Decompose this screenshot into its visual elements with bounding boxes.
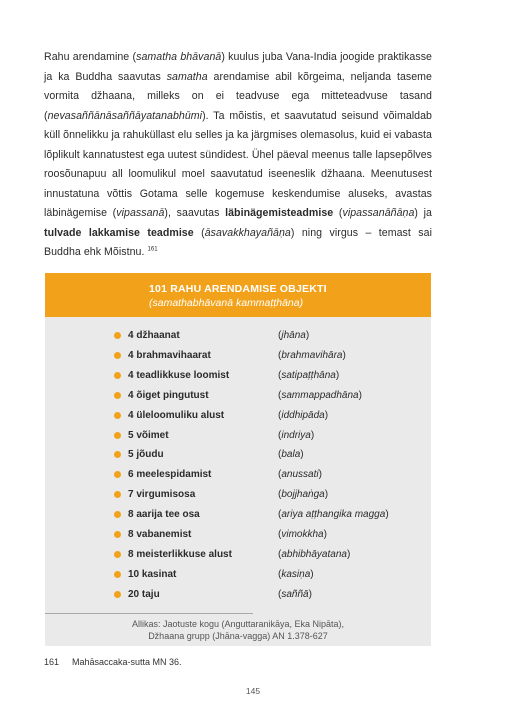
- pali-term: indriya: [281, 429, 311, 441]
- paren-open: (: [278, 330, 282, 341]
- list-item: [114, 568, 424, 582]
- paren-close: ): [310, 429, 315, 441]
- item-name: 4 teadlikkuse loomist: [128, 369, 230, 381]
- text-italic: samatha bhāvanā: [136, 51, 222, 63]
- text-italic: samatha: [166, 70, 208, 83]
- source-divider: [45, 613, 253, 614]
- item-pali: [278, 568, 314, 582]
- item-name: 8 aarija tee osa: [128, 509, 200, 521]
- paren-close: ): [323, 529, 327, 540]
- paren-open: (: [278, 389, 282, 401]
- item-name: 10 kasinat: [128, 568, 177, 580]
- footnote: [44, 657, 182, 667]
- pali-term: brahmavihāra: [281, 349, 343, 361]
- text-italic: nevasaññānāsaññāyatanabhūmi: [47, 109, 203, 122]
- pali-term: sammappadhāna: [281, 389, 359, 401]
- pali-term: satipaṭṭhāna: [281, 369, 336, 381]
- bullet-dot-icon: [114, 372, 121, 379]
- item-pali: [278, 448, 304, 462]
- item-name: 4 džhaanat: [128, 330, 180, 341]
- paren-open: (: [278, 409, 282, 421]
- box-header: [45, 273, 431, 317]
- item-pali: [278, 389, 362, 403]
- bullet-dot-icon: [114, 511, 121, 518]
- paren-open: (: [278, 548, 282, 560]
- pali-term: anussati: [281, 469, 319, 481]
- paren-close: ): [358, 389, 362, 401]
- list-item: [114, 329, 424, 343]
- bullet-dot-icon: [114, 451, 121, 458]
- paren-close: ): [300, 449, 304, 461]
- paren-close: ): [305, 330, 310, 341]
- bullet-dot-icon: [114, 551, 121, 558]
- item-pali: [278, 429, 314, 443]
- body-paragraph: [44, 48, 432, 263]
- pali-term: bala: [281, 449, 301, 461]
- bullet-dot-icon: [114, 531, 121, 538]
- bullet-dot-icon: [114, 571, 121, 578]
- item-name: 4 brahmavihaarat: [128, 349, 211, 361]
- paren-close: ): [324, 489, 329, 501]
- pali-term: vimokkha: [281, 529, 324, 540]
- paren-close: ): [318, 469, 322, 481]
- paren-open: (: [278, 489, 282, 501]
- item-pali: [278, 548, 350, 562]
- item-pali: [278, 528, 327, 542]
- list-item: [114, 369, 424, 383]
- paren-open: (: [278, 429, 282, 441]
- list-item: [114, 429, 424, 443]
- paren-open: (: [278, 469, 282, 481]
- item-name: 6 meelespidamist: [128, 469, 212, 481]
- text-bold: tulvade lakkamise teadmise: [44, 226, 194, 239]
- item-name: 8 meisterlikkuse alust: [128, 548, 232, 560]
- pali-term: abhibhāyatana: [281, 548, 347, 560]
- item-pali: [278, 508, 389, 522]
- item-name: 4 õiget pingutust: [128, 389, 209, 401]
- paren-close: ): [335, 369, 340, 381]
- footnote-text: Mahāsaccaka-sutta MN 36.: [72, 657, 182, 667]
- text-run: ) ning virgus – temast sai Buddha ehk Mõistnu.: [44, 226, 432, 258]
- pali-term: kasiṇa: [281, 568, 311, 580]
- pali-term: bojjhaṅga: [281, 489, 325, 501]
- list-item: [114, 588, 424, 602]
- item-pali: [278, 329, 309, 343]
- text-run: ) kuulus juba Vana-India joogide praktikasse ja ka Buddha saavutas: [44, 51, 432, 83]
- text-bold: läbinägemisteadmise: [225, 207, 334, 219]
- footnote-number: 161: [44, 657, 60, 667]
- source-line-2: Džhaana grupp (Jhāna-vagga) AN 1.378-627: [148, 631, 328, 641]
- paren-open: (: [278, 349, 282, 361]
- bullet-dot-icon: [114, 591, 121, 598]
- item-pali: [278, 349, 346, 363]
- item-name: 20 taju: [128, 588, 160, 600]
- text-run: ). Ta mõistis, et saavutatud seisund võimaldab küll õnnelikku ja rahuküllast elu selles ja ka järgmises olemasolus, kuid ei vabasta lõplikult kannatustest ega uutest sündidest. Ühel päeval meenus talle lapsepõlves roosõunapuu all loomulikul moel saavutatud iseeneslik džhaana. Meenutusest innustatuna võttis Gotama selle kogemuse keskendumise aluseks, avastas läbinägemise (: [44, 109, 432, 219]
- paren-close: ): [324, 409, 329, 421]
- item-pali: [278, 409, 328, 423]
- footnote-reference[interactable]: 161: [147, 246, 158, 253]
- list-item: [114, 468, 424, 482]
- list-item: [114, 349, 424, 363]
- pali-term: saññā: [281, 588, 309, 600]
- paren-close: ): [308, 588, 312, 600]
- page-number: 145: [245, 686, 261, 696]
- bullet-dot-icon: [114, 392, 121, 399]
- list-item: [114, 389, 424, 403]
- bullet-dot-icon: [114, 432, 121, 439]
- bullet-dot-icon: [114, 352, 121, 359]
- item-name: 5 jõudu: [128, 449, 164, 461]
- pali-term: ariya aṭṭhangika magga: [281, 509, 386, 521]
- text-run: (: [333, 207, 343, 219]
- text-italic: vipassanā: [116, 207, 165, 219]
- text-run: ) ja: [414, 207, 432, 219]
- item-pali: [278, 588, 312, 602]
- pali-term: iddhipāda: [281, 409, 325, 421]
- bullet-dot-icon: [114, 332, 121, 339]
- list-item: [114, 508, 424, 522]
- paren-open: (: [278, 588, 282, 600]
- paren-open: (: [278, 449, 282, 461]
- paren-close: ): [385, 509, 389, 521]
- bullet-dot-icon: [114, 491, 121, 498]
- paren-open: (: [278, 369, 282, 381]
- item-name: 5 võimet: [128, 429, 169, 441]
- paren-close: ): [342, 349, 346, 361]
- text-run: (: [193, 226, 205, 239]
- item-pali: [278, 369, 339, 383]
- item-name: 7 virgumisosa: [128, 489, 196, 501]
- item-pali: [278, 488, 328, 502]
- text-italic: āsavakkhayañāṇa: [204, 226, 291, 239]
- item-pali: [278, 468, 322, 482]
- list-item: [114, 409, 424, 423]
- list-item: [114, 548, 424, 562]
- paren-open: (: [278, 509, 282, 521]
- text-run: arendamise abil kõrgeima, neljanda taseme vormita džhaana, milleks on ei teadvuse ega mitteteadvuse tasand (: [44, 70, 432, 122]
- item-name: 8 vabanemist: [128, 529, 192, 540]
- source-line-1: Allikas: Jaotuste kogu (Anguttaranikāya, Eka Nipāta),: [131, 619, 345, 629]
- paren-close: ): [310, 568, 314, 580]
- text-run: ), saavutas: [164, 207, 226, 219]
- pali-term: jhāna: [281, 330, 306, 341]
- bullet-dot-icon: [114, 412, 121, 419]
- text-run: Rahu arendamine (: [44, 51, 137, 63]
- paren-open: (: [278, 568, 282, 580]
- objects-box: [45, 273, 431, 646]
- list-item: [114, 488, 424, 502]
- box-title: 101 RAHU ARENDAMISE OBJEKTI: [149, 283, 327, 295]
- paren-open: (: [278, 529, 282, 540]
- item-name: 4 üleloomuliku alust: [128, 409, 225, 421]
- box-subtitle: (samathabhāvanā kammaṭṭhāna): [149, 297, 304, 309]
- bullet-dot-icon: [114, 471, 121, 478]
- list-item: [114, 528, 424, 542]
- text-italic: vipassanāñāṇa: [342, 207, 415, 219]
- paren-close: ): [346, 548, 351, 560]
- list-item: [114, 448, 424, 462]
